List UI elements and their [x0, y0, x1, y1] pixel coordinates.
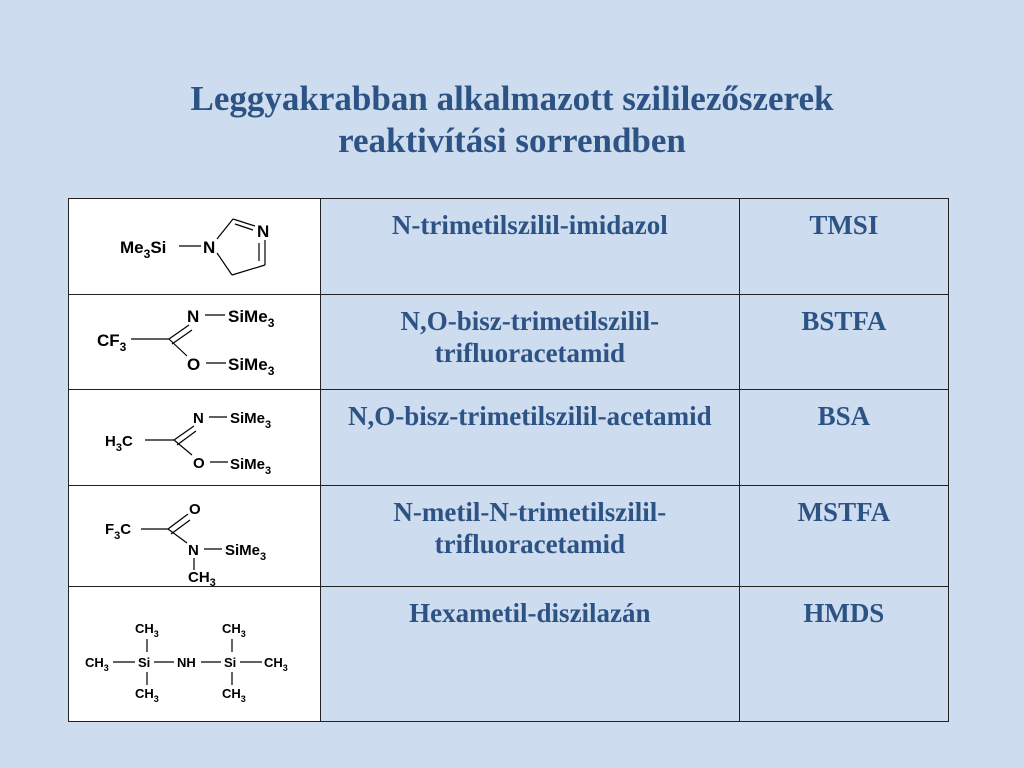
- agent-abbreviation: TMSI: [809, 210, 879, 240]
- struct-subscript: 3: [143, 247, 151, 261]
- struct-atom-si: Si: [138, 655, 151, 670]
- agent-name-cell: [321, 295, 740, 390]
- slide-title: [0, 78, 1024, 162]
- svg-text:CH3: [264, 655, 288, 673]
- struct-subscript: 3: [114, 530, 121, 542]
- struct-subscript: 3: [265, 419, 272, 431]
- struct-atom-nh: NH: [177, 655, 196, 670]
- agent-name: Hexametil-diszilazán: [409, 598, 651, 628]
- structure-cell: [69, 486, 321, 587]
- struct-subscript: 3: [115, 442, 122, 454]
- struct-label: Si: [150, 238, 167, 257]
- struct-atom-n: N: [193, 410, 204, 427]
- svg-text:CH3: [135, 621, 159, 639]
- struct-label: C: [120, 521, 132, 538]
- agent-name: N,O-bisz-trimetilszilil-acetamid: [348, 401, 712, 431]
- table-row: [69, 199, 949, 295]
- svg-text:Me3Si: [120, 238, 166, 261]
- agent-name: N,O-bisz-trimetilszilil-trifluoracetamid: [400, 306, 660, 368]
- struct-label: CH: [264, 655, 283, 670]
- svg-text:CH3: [222, 686, 246, 704]
- agent-abbreviation: BSA: [817, 401, 871, 431]
- agent-name-cell: [321, 390, 740, 486]
- agent-abbr-cell: [739, 390, 948, 486]
- structure-cell: [69, 587, 321, 722]
- struct-subscript: 3: [153, 694, 159, 704]
- table-row: [69, 486, 949, 587]
- agent-abbreviation: BSTFA: [801, 306, 887, 336]
- agent-name-cell: [321, 587, 740, 722]
- struct-label: C: [121, 433, 133, 450]
- structure-cell: [69, 199, 321, 295]
- agent-abbreviation: HMDS: [803, 598, 885, 628]
- struct-atom-n: N: [257, 222, 270, 241]
- svg-text:CH3: [222, 621, 246, 639]
- struct-atom-si: Si: [224, 655, 237, 670]
- struct-label: CH: [85, 655, 104, 670]
- svg-text:SiMe3: [230, 410, 271, 431]
- struct-label: CH: [135, 686, 154, 701]
- title-line-1: Leggyakrabban alkalmazott szililezőszerek: [190, 79, 834, 118]
- structure-cell: [69, 390, 321, 486]
- svg-text:H3C: [105, 433, 133, 454]
- struct-label: SiMe: [225, 542, 261, 559]
- agent-abbr-cell: [739, 587, 948, 722]
- struct-label: CH: [222, 621, 241, 636]
- svg-text:CH3: [85, 655, 109, 673]
- struct-atom-o: O: [187, 355, 201, 374]
- title-line-2: reaktivítási sorrendben: [338, 121, 686, 160]
- agent-abbr-cell: [739, 486, 948, 587]
- struct-label: SiMe: [228, 307, 268, 326]
- struct-label: H: [105, 433, 116, 450]
- tmsi-structure-icon: [69, 199, 320, 294]
- agent-abbreviation: MSTFA: [797, 497, 891, 527]
- agent-abbr-cell: [739, 295, 948, 390]
- agent-abbr-cell: [739, 199, 948, 295]
- struct-subscript: 3: [267, 364, 275, 378]
- table-row: [69, 390, 949, 486]
- silylating-agents-table: [68, 198, 949, 722]
- struct-subscript: 3: [153, 629, 159, 639]
- agent-name: N-trimetilszilil-imidazol: [391, 210, 668, 240]
- struct-subscript: 3: [209, 577, 216, 586]
- svg-text:SiMe3: [230, 456, 271, 477]
- struct-label: F: [105, 521, 115, 538]
- struct-subscript: 3: [267, 316, 275, 330]
- struct-subscript: 3: [282, 663, 288, 673]
- structure-cell: [69, 295, 321, 390]
- struct-subscript: 3: [103, 663, 109, 673]
- struct-label: SiMe: [230, 456, 266, 473]
- struct-subscript: 3: [240, 629, 246, 639]
- svg-text:SiMe3: [228, 307, 275, 330]
- svg-text:CH3: [188, 569, 216, 586]
- struct-label: SiMe: [230, 410, 266, 427]
- svg-text:SiMe3: [225, 542, 266, 563]
- struct-atom-o: O: [193, 455, 205, 472]
- struct-label: CH: [135, 621, 154, 636]
- struct-label: CH: [188, 569, 210, 586]
- agent-name: N-metil-N-trimetilszilil-trifluoracetamid: [393, 497, 667, 559]
- bstfa-structure-icon: [69, 295, 320, 389]
- table-row: [69, 295, 949, 390]
- svg-text:F3C: [105, 521, 131, 542]
- agent-name-cell: [321, 486, 740, 587]
- struct-atom-n: N: [203, 238, 216, 257]
- table-row: [69, 587, 949, 722]
- mstfa-structure-icon: [69, 486, 320, 586]
- bsa-structure-icon: [69, 390, 320, 485]
- struct-atom-n: N: [187, 307, 200, 326]
- struct-label: SiMe: [228, 355, 268, 374]
- struct-subscript: 3: [119, 340, 127, 354]
- svg-text:CF3: [97, 331, 127, 354]
- struct-subscript: 3: [265, 465, 272, 477]
- struct-label: CF: [97, 331, 120, 350]
- svg-text:SiMe3: [228, 355, 275, 378]
- struct-label: CH: [222, 686, 241, 701]
- hmds-structure-icon: [69, 587, 320, 721]
- agent-name-cell: [321, 199, 740, 295]
- struct-atom-o: O: [189, 501, 201, 518]
- struct-label: Me: [120, 238, 144, 257]
- struct-subscript: 3: [240, 694, 246, 704]
- svg-text:CH3: [135, 686, 159, 704]
- struct-subscript: 3: [260, 551, 267, 563]
- struct-atom-n: N: [188, 542, 199, 559]
